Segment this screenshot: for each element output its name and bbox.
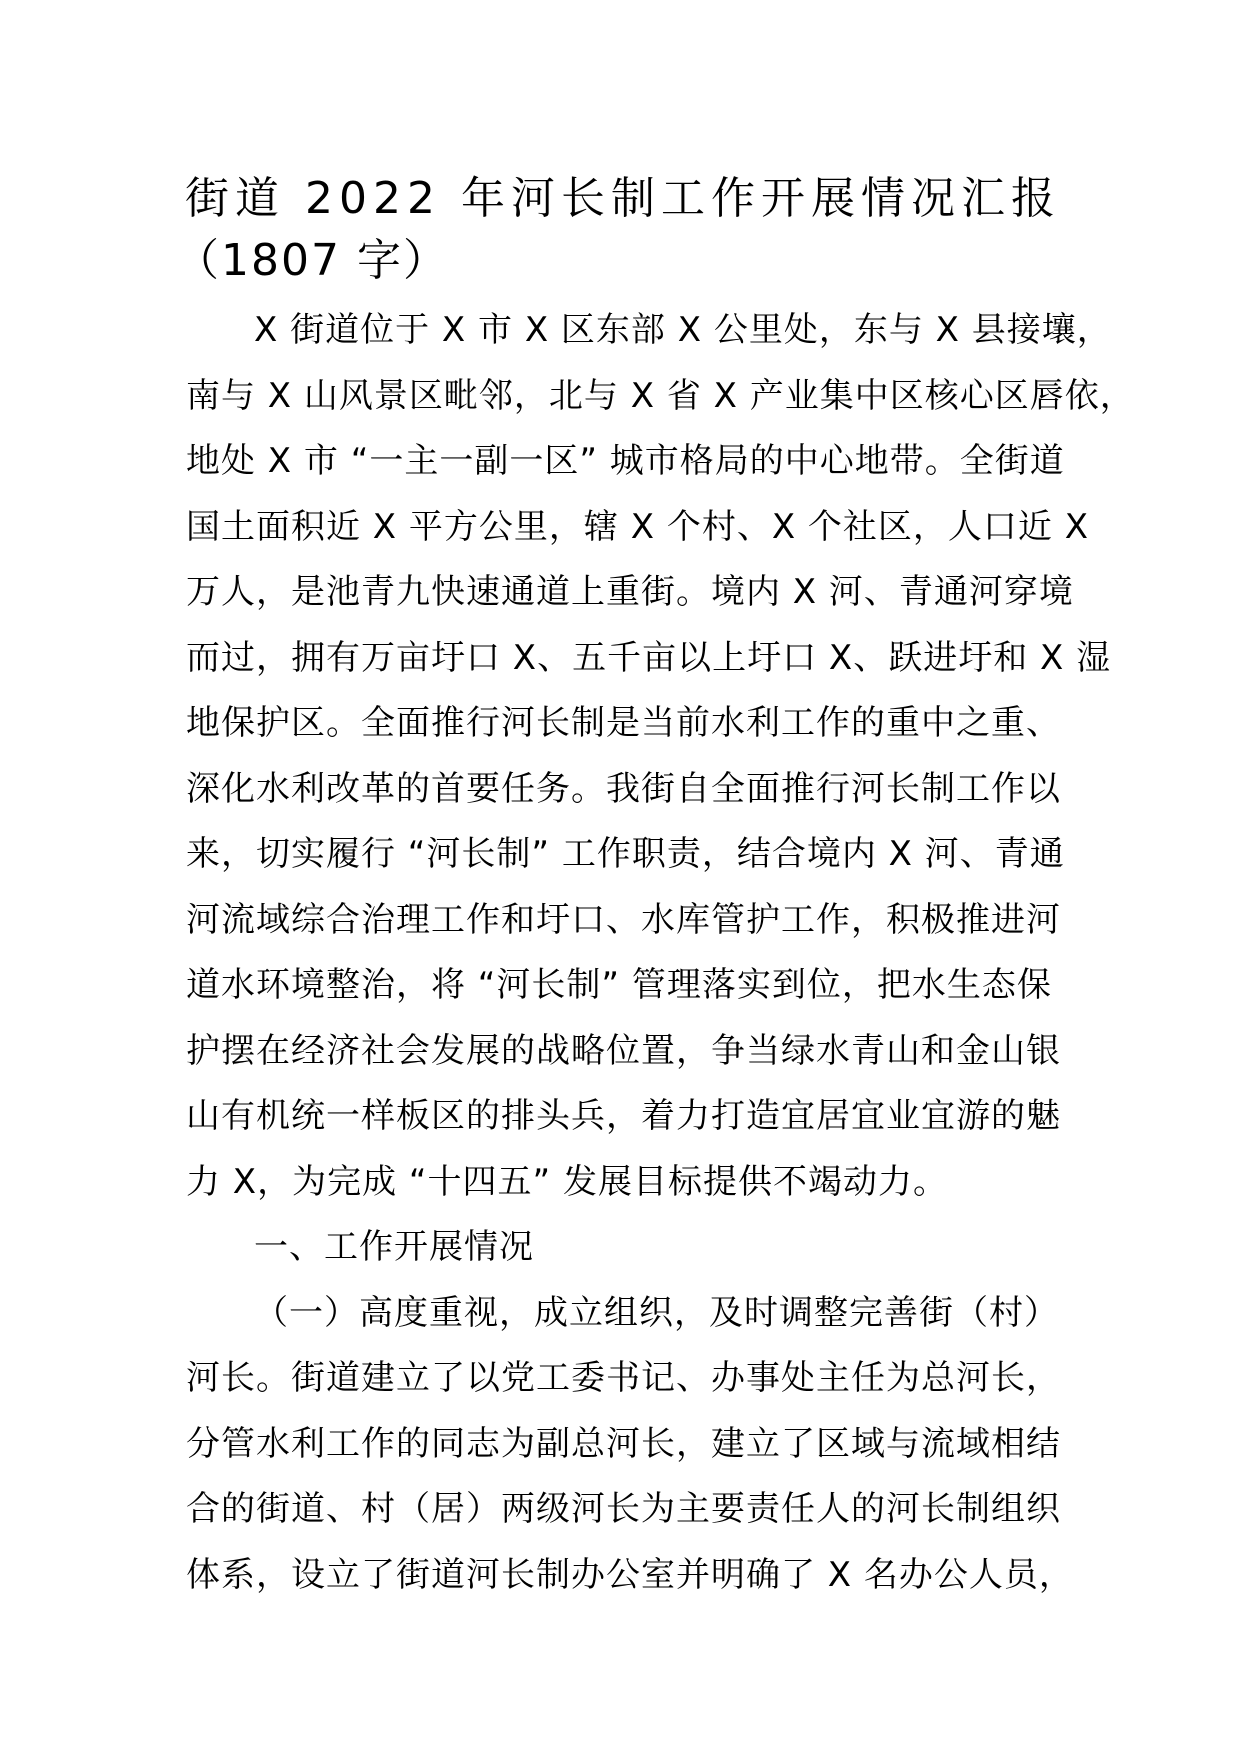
body-line: 体系，设立了街道河长制办公室并明确了 X 名办公人员， — [186, 1554, 1074, 1595]
document-title — [175, 168, 1085, 292]
body-line: 地处 X 市 “一主一副一区” 城市格局的中心地带。全街道 — [186, 441, 1065, 481]
body-line: 力 X，为完成 “十四五” 发展目标提供不竭动力。 — [186, 1161, 948, 1202]
body-line: X 街道位于 X 市 X 区东部 X 公里处，东与 X 县接壤， — [254, 310, 1112, 350]
subsection-heading-1: （一）高度重视，成立组织，及时调整完善街（村） — [254, 1292, 1059, 1333]
body-line: 山有机统一样板区的排头兵，着力打造宜居宜业宜游的魅 — [186, 1096, 1061, 1136]
body-line: 地保护区。全面推行河长制是当前水利工作的重中之重、 — [186, 703, 1061, 743]
title-line-2-word-count: （1807 字） — [175, 235, 449, 286]
body-line: 合的街道、村（居）两级河长为主要责任人的河长制组织 — [186, 1489, 1061, 1529]
body-line: 护摆在经济社会发展的战略位置，争当绿水青山和金山银 — [186, 1030, 1061, 1071]
body-line: 深化水利改革的首要任务。我街自全面推行河长制工作以 — [186, 768, 1061, 809]
body-line: 道水环境整治，将 “河长制” 管理落实到位，把水生态保 — [186, 965, 1052, 1005]
body-line: 国土面积近 X 平方公里，辖 X 个村、X 个社区，人口近 X — [186, 506, 1090, 547]
body-line: 河长。街道建立了以党工委书记、办事处主任为总河长， — [186, 1358, 1061, 1398]
title-line-1: 街道 2022 年河长制工作开展情况汇报 — [185, 173, 1061, 224]
body-line: 南与 X 山风景区毗邻，北与 X 省 X 产业集中区核心区唇依， — [186, 375, 1135, 416]
body-line: 来，切实履行 “河长制” 工作职责，结合境内 X 河、青通 — [186, 834, 1065, 874]
section-heading-1: 一、工作开展情况 — [254, 1227, 534, 1267]
body-line: 万人，是池青九快速通道上重街。境内 X 河、青通河穿境 — [186, 572, 1074, 612]
document-body — [186, 298, 1135, 1608]
body-line: 而过，拥有万亩圩口 X、五千亩以上圩口 X、跃进圩和 X 湿 — [186, 637, 1112, 678]
body-line: 分管水利工作的同志为副总河长，建立了区域与流域相结 — [186, 1423, 1061, 1464]
body-line: 河流域综合治理工作和圩口、水库管护工作，积极推进河 — [186, 899, 1061, 940]
